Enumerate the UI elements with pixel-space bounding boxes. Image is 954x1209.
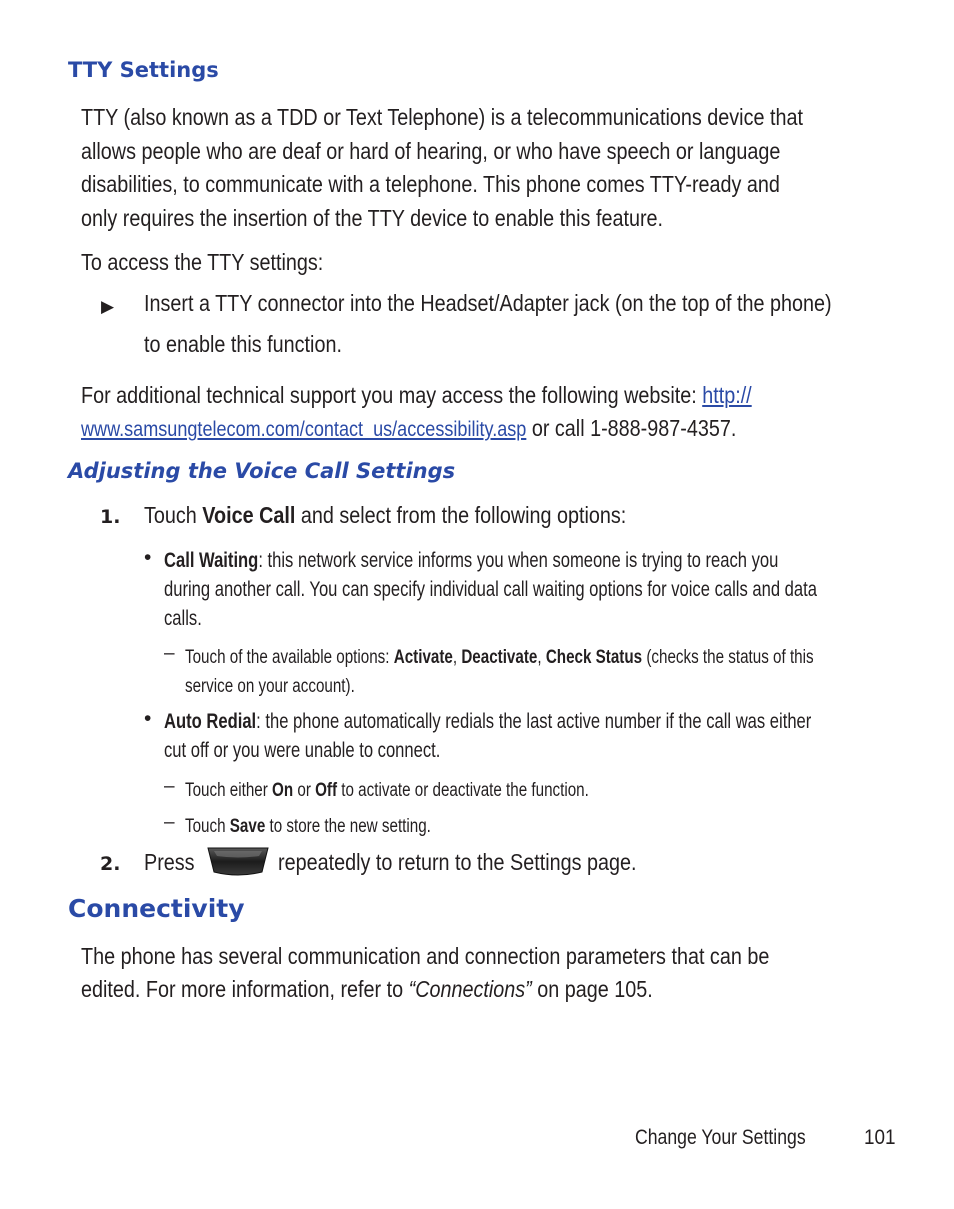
tty-access-intro: To access the TTY settings:: [81, 249, 324, 275]
step-1-pre: Touch: [144, 502, 203, 528]
on-option: On: [272, 780, 294, 801]
save-option: Save: [229, 816, 266, 837]
ar-sub2-pre: Touch: [185, 816, 230, 837]
connectivity-line-2: [81, 973, 653, 1007]
tty-para-line: only requires the insertion of the TTY device to enable this feature.: [81, 204, 664, 231]
triangle-right-icon: ▶: [101, 297, 115, 316]
ar-sub-1: [185, 776, 589, 805]
voice-heading: Adjusting the Voice Call Settings: [68, 459, 456, 483]
step-1-text: [144, 499, 626, 533]
ar-or: or: [293, 780, 316, 801]
tty-para-line: TTY (also known as a TDD or Text Telephone) is a telecommunications device that: [81, 104, 803, 130]
activate-option: Activate: [393, 647, 453, 668]
tty-para-line: allows people who are deaf or hard of hearing, or who have speech or language: [81, 137, 781, 164]
tty-heading: TTY Settings: [68, 58, 219, 82]
comma: ,: [537, 647, 546, 668]
bullet-dot: •: [144, 707, 152, 730]
support-link[interactable]: http://: [702, 382, 752, 408]
voice-call-label: Voice Call: [202, 502, 296, 528]
cw-sub-pre: Touch of the available options:: [185, 647, 394, 668]
ar-sub-2: [185, 812, 431, 841]
connectivity-heading: Connectivity: [68, 894, 245, 923]
tty-para-line: disabilities, to communicate with a telephone. This phone comes TTY-ready and: [81, 171, 780, 197]
support-line-2: [81, 412, 736, 447]
step-2-pre: Press: [144, 849, 195, 875]
ar-line-2: cut off or you were unable to connect.: [164, 739, 441, 762]
step-1-number: 1.: [100, 506, 121, 528]
dash: –: [164, 776, 175, 797]
bullet-dot: •: [144, 546, 152, 569]
comma: ,: [452, 647, 462, 668]
tty-bullet-line: Insert a TTY connector into the Headset/Adapter jack (on the top of the phone): [144, 290, 832, 316]
ar-sub1-post: to activate or deactivate the function.: [337, 780, 589, 801]
ar-sub1-pre: Touch either: [185, 780, 273, 801]
cw-line: [164, 546, 778, 575]
step-1-post: and select from the following options:: [295, 502, 627, 528]
call-waiting-label: Call Waiting: [164, 549, 259, 572]
ar-line-1: : the phone automatically redials the last active number if the call was either: [256, 710, 812, 733]
tty-bullet: [144, 287, 944, 361]
connections-reference[interactable]: “Connections”: [408, 976, 532, 1002]
connectivity-line2-post: on page 105.: [531, 976, 653, 1002]
support-phone: or call 1-888-987-4357.: [526, 415, 737, 441]
footer-section: Change Your Settings: [635, 1126, 806, 1149]
off-option: Off: [315, 780, 338, 801]
call-waiting-item: [164, 546, 954, 633]
support-line: [81, 379, 752, 413]
deactivate-option: Deactivate: [461, 647, 538, 668]
dash: –: [164, 812, 175, 833]
step-2-number: 2.: [100, 853, 121, 875]
cw-sub-line: [185, 643, 814, 672]
support-text: For additional technical support you may access the following website:: [81, 382, 703, 408]
cw-sub-post: (checks the status of this: [642, 647, 814, 668]
connectivity-line-1: The phone has several communication and connection parameters that can be: [81, 943, 770, 969]
connectivity-line2-pre: edited. For more information, refer to: [81, 976, 409, 1002]
ar-line: [164, 707, 811, 736]
tty-bullet-line: to enable this function.: [144, 330, 342, 357]
ar-sub2-post: to store the new setting.: [265, 816, 431, 837]
support-link-url[interactable]: www.samsungtelecom.com/contact_us/accessibility.asp: [81, 418, 527, 441]
cw-sub-line-2: service on your account).: [185, 676, 355, 697]
step-2-post: repeatedly to return to the Settings page.: [278, 849, 637, 875]
cw-line-1: : this network service informs you when someone is trying to reach you: [258, 549, 779, 572]
tty-paragraph: [81, 101, 921, 235]
cw-line-2: during another call. You can specify individual call waiting options for voice calls and data: [164, 578, 817, 601]
end-key-icon: [206, 846, 270, 878]
auto-redial-label: Auto Redial: [164, 710, 257, 733]
page-number: 101: [864, 1126, 896, 1149]
check-status-option: Check Status: [545, 647, 643, 668]
cw-line-3: calls.: [164, 607, 202, 630]
cw-sub-item: [185, 643, 954, 701]
auto-redial-item: [164, 707, 954, 765]
dash: –: [164, 643, 175, 664]
